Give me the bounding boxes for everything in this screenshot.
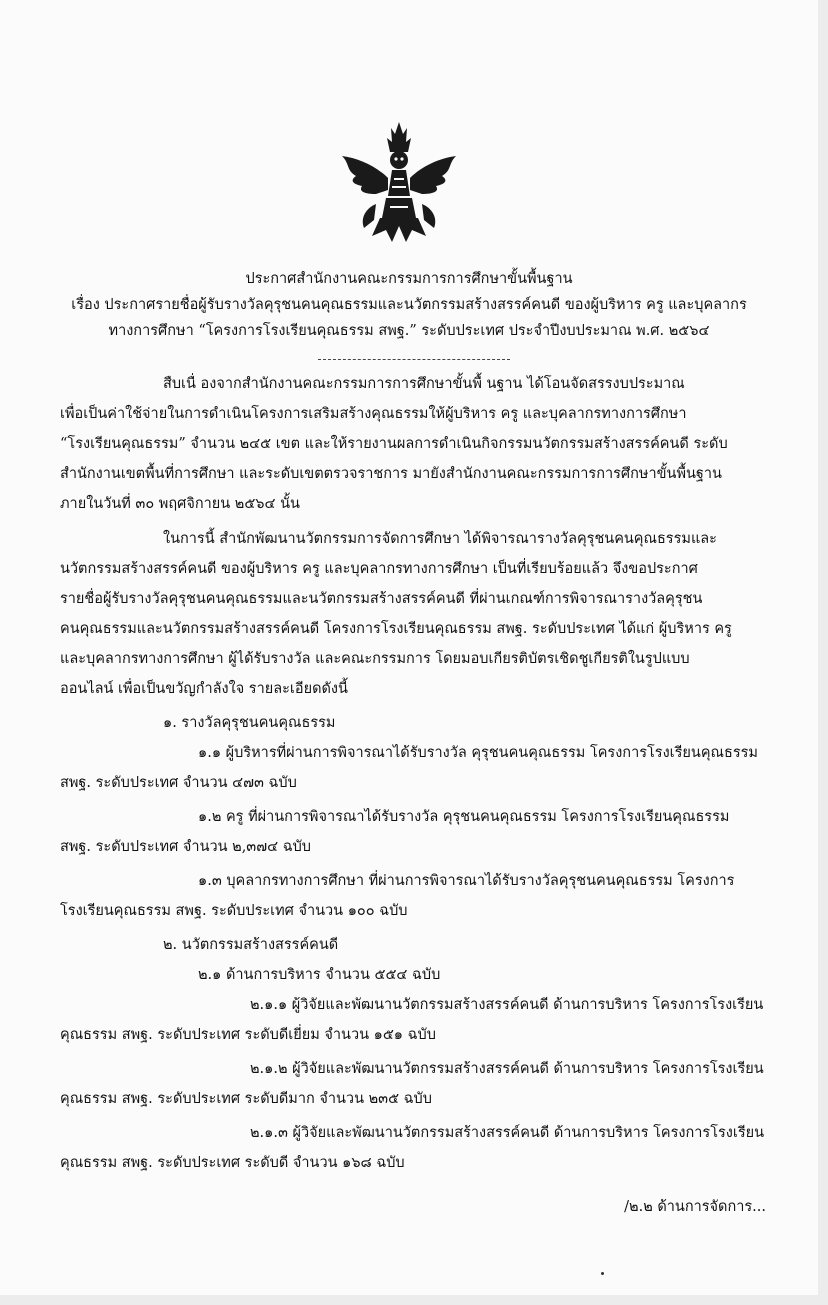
- continuation-note: /๒.๒ ด้านการจัดการ...: [624, 1199, 766, 1215]
- announcement-heading: ประกาศสำนักงานคณะกรรมการการศึกษาขั้นพื้นฐาน: [245, 271, 573, 287]
- list-item: ๑.๑ ผู้บริหารที่ผ่านการพิจารณาได้รับรางวัล คุรุชนคนคุณธรรม โครงการโรงเรียนคุณธรรม: [198, 745, 758, 761]
- list-item: ๑.๓ บุคลากรทางการศึกษา ที่ผ่านการพิจารณาได้รับรางวัลคุรุชนคนคุณธรรม โครงการ: [198, 873, 735, 889]
- paragraph2-line: คนคุณธรรมและนวัตกรรมสร้างสรรค์คนดี โครงการโรงเรียนคุณธรรม สพฐ. ระดับประเทศ ได้แก่ ผู้บริหาร ครู: [60, 621, 732, 637]
- list-item: ๒.๑ ด้านการบริหาร จำนวน ๕๕๔ ฉบับ: [198, 967, 441, 983]
- list-item: ๒. นวัตกรรมสร้างสรรค์คนดี: [163, 937, 339, 953]
- list-item: ๑. รางวัลคุรุชนคนคุณธรรม: [163, 715, 336, 731]
- paragraph1-line: เพื่อเป็นค่าใช้จ่ายในการดำเนินโครงการเสริมสร้างคุณธรรมให้ผู้บริหาร ครู และบุคลากรทางการศึกษา: [60, 406, 687, 422]
- paragraph1-line: ภายในวันที่ ๓๐ พฤศจิกายน ๒๕๖๔ นั้น: [60, 496, 300, 512]
- list-item: ๒.๑.๒ ผู้วิจัยและพัฒนานวัตกรรมสร้างสรรค์คนดี ด้านการบริหาร โครงการโรงเรียน: [250, 1061, 764, 1077]
- list-item: ๑.๒ ครู ที่ผ่านการพิจารณาได้รับรางวัล คุรุชนคนคุณธรรม โครงการโรงเรียนคุณธรรม: [198, 809, 730, 825]
- list-item: ๒.๑.๓ ผู้วิจัยและพัฒนานวัตกรรมสร้างสรรค์คนดี ด้านการบริหาร โครงการโรงเรียน: [250, 1125, 765, 1141]
- list-item: สพฐ. ระดับประเทศ จำนวน ๒,๓๗๔ ฉบับ: [60, 839, 311, 855]
- list-item: คุณธรรม สพฐ. ระดับประเทศ ระดับดีเยี่ยม จำนวน ๑๕๑ ฉบับ: [60, 1027, 436, 1043]
- list-item: ๒.๑.๑ ผู้วิจัยและพัฒนานวัตกรรมสร้างสรรค์คนดี ด้านการบริหาร โครงการโรงเรียน: [250, 997, 764, 1013]
- title-divider: [318, 359, 510, 360]
- paragraph2-line: และบุคลากรทางการศึกษา ผู้ได้รับรางวัล และคณะกรรมการ โดยมอบเกียรติบัตรเชิดชูเกียรติในรูปแบบ: [60, 651, 690, 667]
- list-item: คุณธรรม สพฐ. ระดับประเทศ ระดับดี จำนวน ๑๖๘ ฉบับ: [60, 1155, 405, 1171]
- garuda-emblem: [336, 118, 462, 250]
- paragraph2-line: รายชื่อผู้รับรางวัลคุรุชนคนคุณธรรมและนวัตกรรมสร้างสรรค์คนดี ที่ผ่านเกณฑ์การพิจารณารางวัลคุรุชน: [60, 591, 703, 607]
- subject-line-cont: ทางการศึกษา “โครงการโรงเรียนคุณธรรม สพฐ.” ระดับประเทศ ประจำปีงบประมาณ พ.ศ. ๒๕๖๔: [108, 323, 710, 339]
- paragraph1-line: สำนักงานเขตพื้นที่การศึกษา และระดับเขตตรวจราชการ มายังสำนักงานคณะกรรมการการศึกษาขั้นพื้นฐาน: [60, 466, 722, 482]
- list-item: โรงเรียนคุณธรรม สพฐ. ระดับประเทศ จำนวน ๑๐๐ ฉบับ: [60, 903, 408, 919]
- paragraph2-line: นวัตกรรมสร้างสรรค์คนดี ของผู้บริหาร ครู และบุคลากรทางการศึกษา เป็นที่เรียบร้อยแล้ว จึงขอประกาศ: [60, 561, 698, 577]
- list-item: คุณธรรม สพฐ. ระดับประเทศ ระดับดีมาก จำนวน ๒๓๕ ฉบับ: [60, 1091, 432, 1107]
- list-item: สพฐ. ระดับประเทศ จำนวน ๔๗๓ ฉบับ: [60, 775, 297, 791]
- subject-line: เรื่อง ประกาศรายชื่อผู้รับรางวัลคุรุชนคนคุณธรรมและนวัตกรรมสร้างสรรค์คนดี ของผู้บริหาร ครู และบุคลากร: [71, 297, 747, 313]
- paragraph1-line: “โรงเรียนคุณธรรม” จำนวน ๒๔๕ เขต และให้รายงานผลการดำเนินกิจกรรมนวัตกรรมสร้างสรรค์คนดี ระดับ: [60, 436, 728, 452]
- paragraph2-line: ในการนี้ สำนักพัฒนานวัตกรรมการจัดการศึกษา ได้พิจารณารางวัลคุรุชนคนคุณธรรมและ: [163, 531, 717, 547]
- paragraph1-line: สืบเนื่ องจากสำนักงานคณะกรรมการการศึกษาขั้นพื้ นฐาน ได้โอนจัดสรรงบประมาณ: [163, 376, 685, 392]
- page-speck: [601, 1272, 604, 1275]
- paragraph2-line: ออนไลน์ เพื่อเป็นขวัญกำลังใจ รายละเอียดดังนี้: [60, 681, 348, 697]
